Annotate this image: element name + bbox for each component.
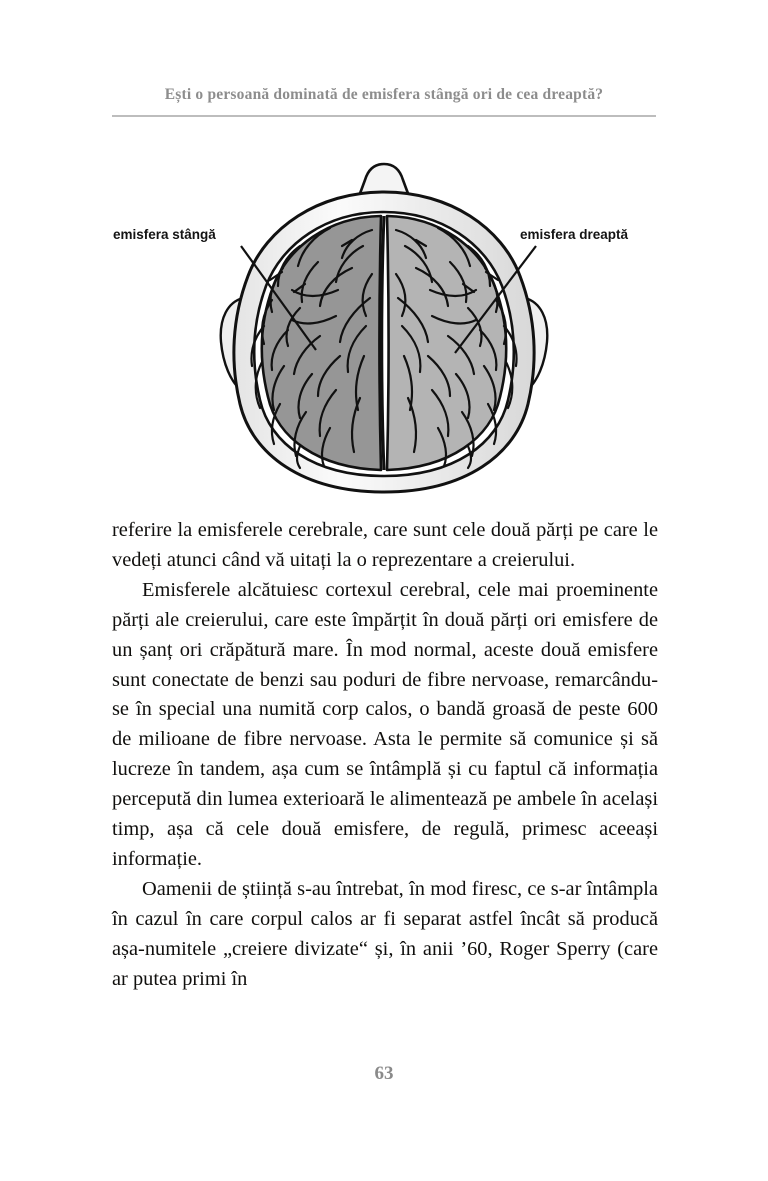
page-number: 63 <box>374 1063 394 1084</box>
body-text-column <box>112 516 658 995</box>
running-head-rule <box>112 115 656 117</box>
skull-group <box>221 164 548 492</box>
figure-brain-hemispheres <box>0 150 768 510</box>
paragraph-1: referire la emisferele cerebrale, care sunt cele două părți pe care le vedeți atunci când vă uitați la o reprezentare a creierului. <box>112 519 658 571</box>
brain-diagram-svg <box>0 150 768 510</box>
figure-label-right-hemisphere: emisfera dreaptă <box>520 227 629 242</box>
running-head <box>112 86 656 104</box>
figure-label-left-hemisphere: emisfera stângă <box>113 227 216 242</box>
paragraph-2: Emisferele alcătuiesc cortexul cerebral, cele mai proeminente părți ale creierului, care este împărțit în două părți ori emisfere de un șanț ori crăpătură mare. În mod normal, aceste două emisfere sunt conectate de benzi sau poduri de fibre nervoase, remarcându-se în special una numită corp calos, o bandă groasă de peste 600 de milioane de fibre nervoase. Asta le permite să comunice și să lucreze în tandem, așa cum se întâmplă și cu faptul că informația percepută din lumea exterioară le alimentează pe ambele în același timp, așa că cele două emisfere, de regulă, primesc aceeași informație. <box>112 578 658 870</box>
paragraph-3: Oamenii de știință s-au întrebat, în mod firesc, ce s-ar întâmpla în cazul în care corpul calos ar fi separat astfel încât să producă așa-numitele „creiere divizate“ și, în anii ’60, Roger Sperry (care ar putea primi în <box>112 877 658 990</box>
running-head-text: Ești o persoană dominată de emisfera stângă ori de cea dreaptă? <box>164 86 604 103</box>
